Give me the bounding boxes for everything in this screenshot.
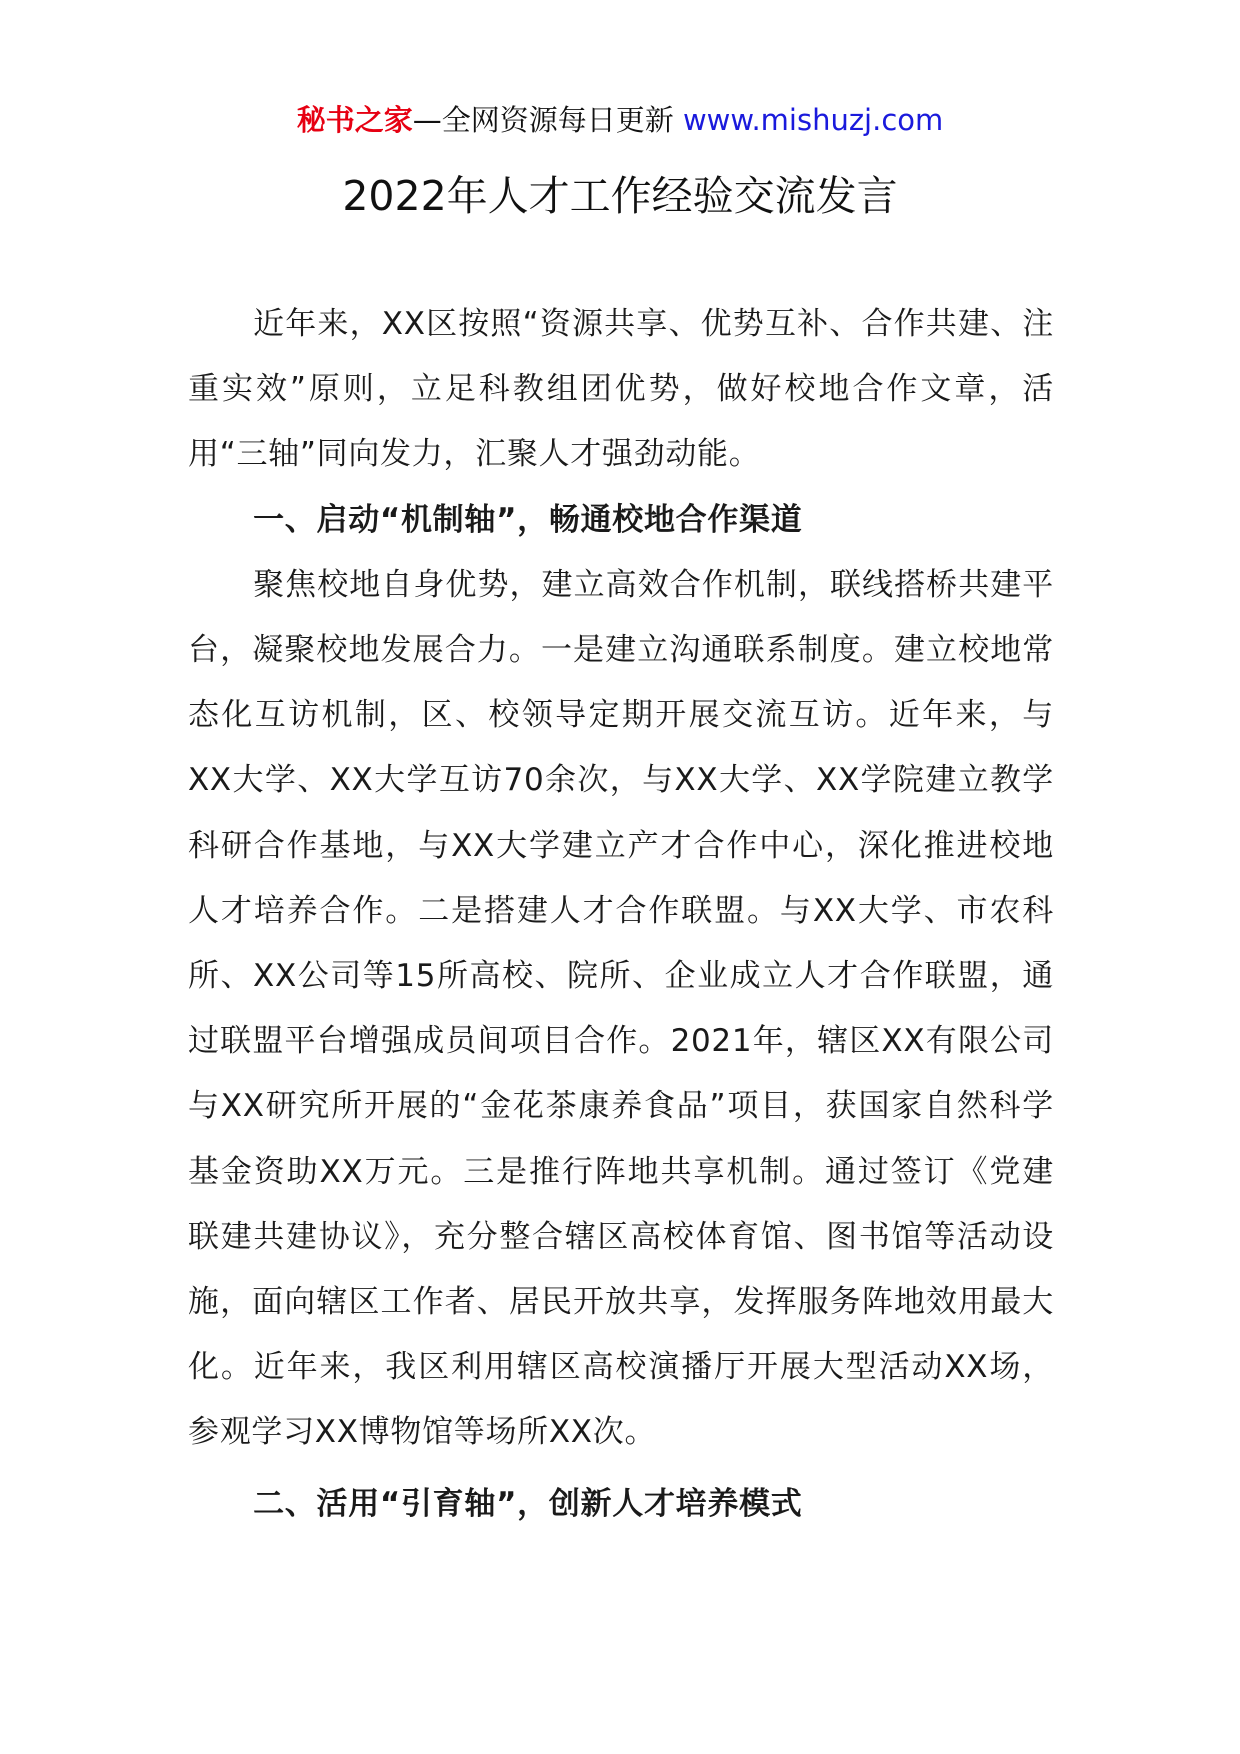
document-title: 2022年人才工作经验交流发言 xyxy=(342,172,898,220)
banner-tagline: —全网资源每日更新 xyxy=(412,103,674,137)
site-banner xyxy=(0,100,1240,140)
section-heading-1: 一、启动“机制轴”，畅通校地合作渠道 xyxy=(253,501,803,538)
brand-name: 秘书之家 xyxy=(296,103,413,137)
section-heading-2: 二、活用“引育轴”，创新人才培养模式 xyxy=(253,1485,803,1522)
section-paragraph-1: 聚焦校地自身优势，建立高效合作机制，联线搭桥共建平台，凝聚校地发展合力。一是建立沟通联系制度。建立校地常态化互访机制，区、校领导定期开展交流互访。近年来，与XX大学、XX大学互访70余次，与XX大学、XX学院建立教学科研合作基地，与XX大学建立产才合作中心，深化推进校地人才培养合作。二是搭建人才合作联盟。与XX大学、市农科所、XX公司等15所高校、院所、企业成立人才合作联盟，通过联盟平台增强成员间项目合作。2021年，辖区XX有限公司与XX研究所开展的“金花茶康养食品”项目，获国家自然科学基金资助XX万元。三是推行阵地共享机制。通过签订《党建联建共建协议》，充分整合辖区高校体育馆、图书馆等活动设施，面向辖区工作者、居民开放共享，发挥服务阵地效用最大化。近年来，我区利用辖区高校演播厅开展大型活动XX场，参观学习XX博物馆等场所XX次。 xyxy=(188,566,1054,1451)
site-url-link[interactable]: www.mishuzj.com xyxy=(682,103,944,137)
document-body xyxy=(188,292,1054,1537)
intro-paragraph: 近年来，XX区按照“资源共享、优势互补、合作共建、注重实效”原则，立足科教组团优势，做好校地合作文章，活用“三轴”同向发力，汇聚人才强劲动能。 xyxy=(188,306,1054,473)
